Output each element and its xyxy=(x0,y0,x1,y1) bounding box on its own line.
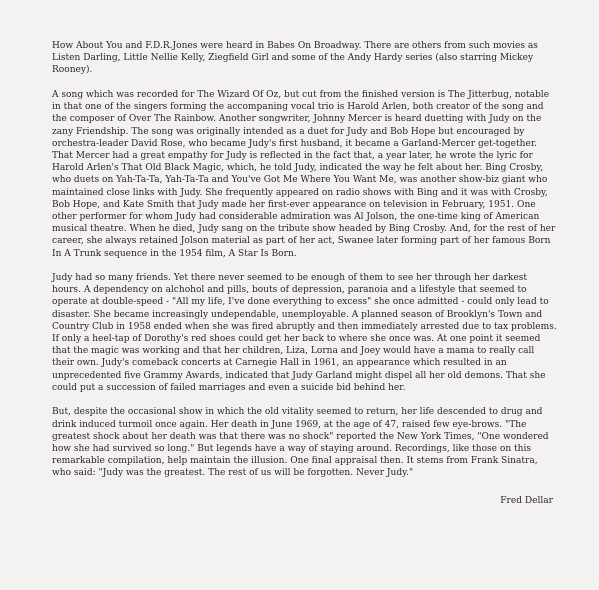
paragraph-legacy: But, despite the occasional show in which the old vitality seemed to return, her life descended to drug and drink induced turmoil once again. Her death in June 1969, at the age of 47, raised few eye-brows. "The greatest shock about her death was that there was no shock" reported the New York Times, "One wondered how she had survived so long." But legends have a way of staying around. Recordings, like those on this remarkable compilation, help maintain the illusion. One final appraisal then. It stems from Frank Sinatra, who said: "Judy was the greatest. The rest of us will be forgotten. Never Judy." xyxy=(52,407,549,479)
author-signature: Fred Dellar xyxy=(500,496,553,506)
paragraph-jitterbug-friends: A song which was recorded for The Wizard Of Oz, but cut from the finished version is The Jitterbug, notable in that one of the singers forming the accompaning vocal trio is Harold Arlen, both creator of the song and the composer of Over The Rainbow. Another songwriter, Johnny Mercer is heard duetting with Judy on the zany Friendship. The song was originally intended as a duet for Judy and Bob Hope but encouraged by orchestra-leader David Rose, who became Judy's first husband, it became a Garland-Mercer get-together. That Mercer had a great empathy for Judy is reflected in the fact that, a year later, he wrote the lyric for Harold Arlen's That Old Black Magic, which, he told Judy, indicated the way he felt about her. Bing Crosby, who duets on Yah-Ta-Ta, Yah-Ta-Ta and You've Got Me Where You Want Me, was another show-biz giant who maintained close links with Judy. She frequently appeared on radio shows with Bing and it was with Crosby, Bob Hope, and Kate Smith that Judy made her first-ever appearance on television in February, 1951. One other performer for whom Judy had considerable admiration was Al Jolson, the one-time king of American musical theatre. When he died, Judy sang on the tribute show headed by Bing Crosby. And, for the rest of her career, she always retained Jolson material as part of her act, Swanee later forming part of her famous Born In A Trunk sequence in the 1954 film, A Star Is Born. xyxy=(52,89,556,259)
paragraph-babes-on-broadway: How About You and F.D.R.Jones were heard in Babes On Broadway. There are others from such movies as Listen Darling, Little Nellie Kelly, Ziegfield Girl and some of the Andy Hardy series (also starring Mickey Rooney). xyxy=(52,41,538,76)
paragraph-darkest-hours: Judy had so many friends. Yet there never seemed to be enough of them to see her through her darkest hours. A dependency on alchohol and pills, bouts of depression, paranoia and a lifestyle that seemed to operate at double-speed - "All my life, I've done everything to excess" she once admitted - could only lead to disaster. She became increasingly undependable, unemployable. A planned season of Brooklyn's Town and Country Club in 1958 ended when she was fired abruptly and then immediately arrested due to tax problems. If only a heel-tap of Dorothy's red shoes could get her back to where she once was. At one point it seemed that the magic was working and that her children, Liza, Lorna and Joey would have a mama to really call their own. Judy's comeback concerts at Carnegie Hall in 1961, an appearance which resulted in an unprecedented five Grammy Awards, indicated that Judy Garland might dispel all her old demons. That she could put a succession of failed marriages and even a suicide bid behind her. xyxy=(52,273,557,393)
liner-notes-text xyxy=(52,40,557,492)
